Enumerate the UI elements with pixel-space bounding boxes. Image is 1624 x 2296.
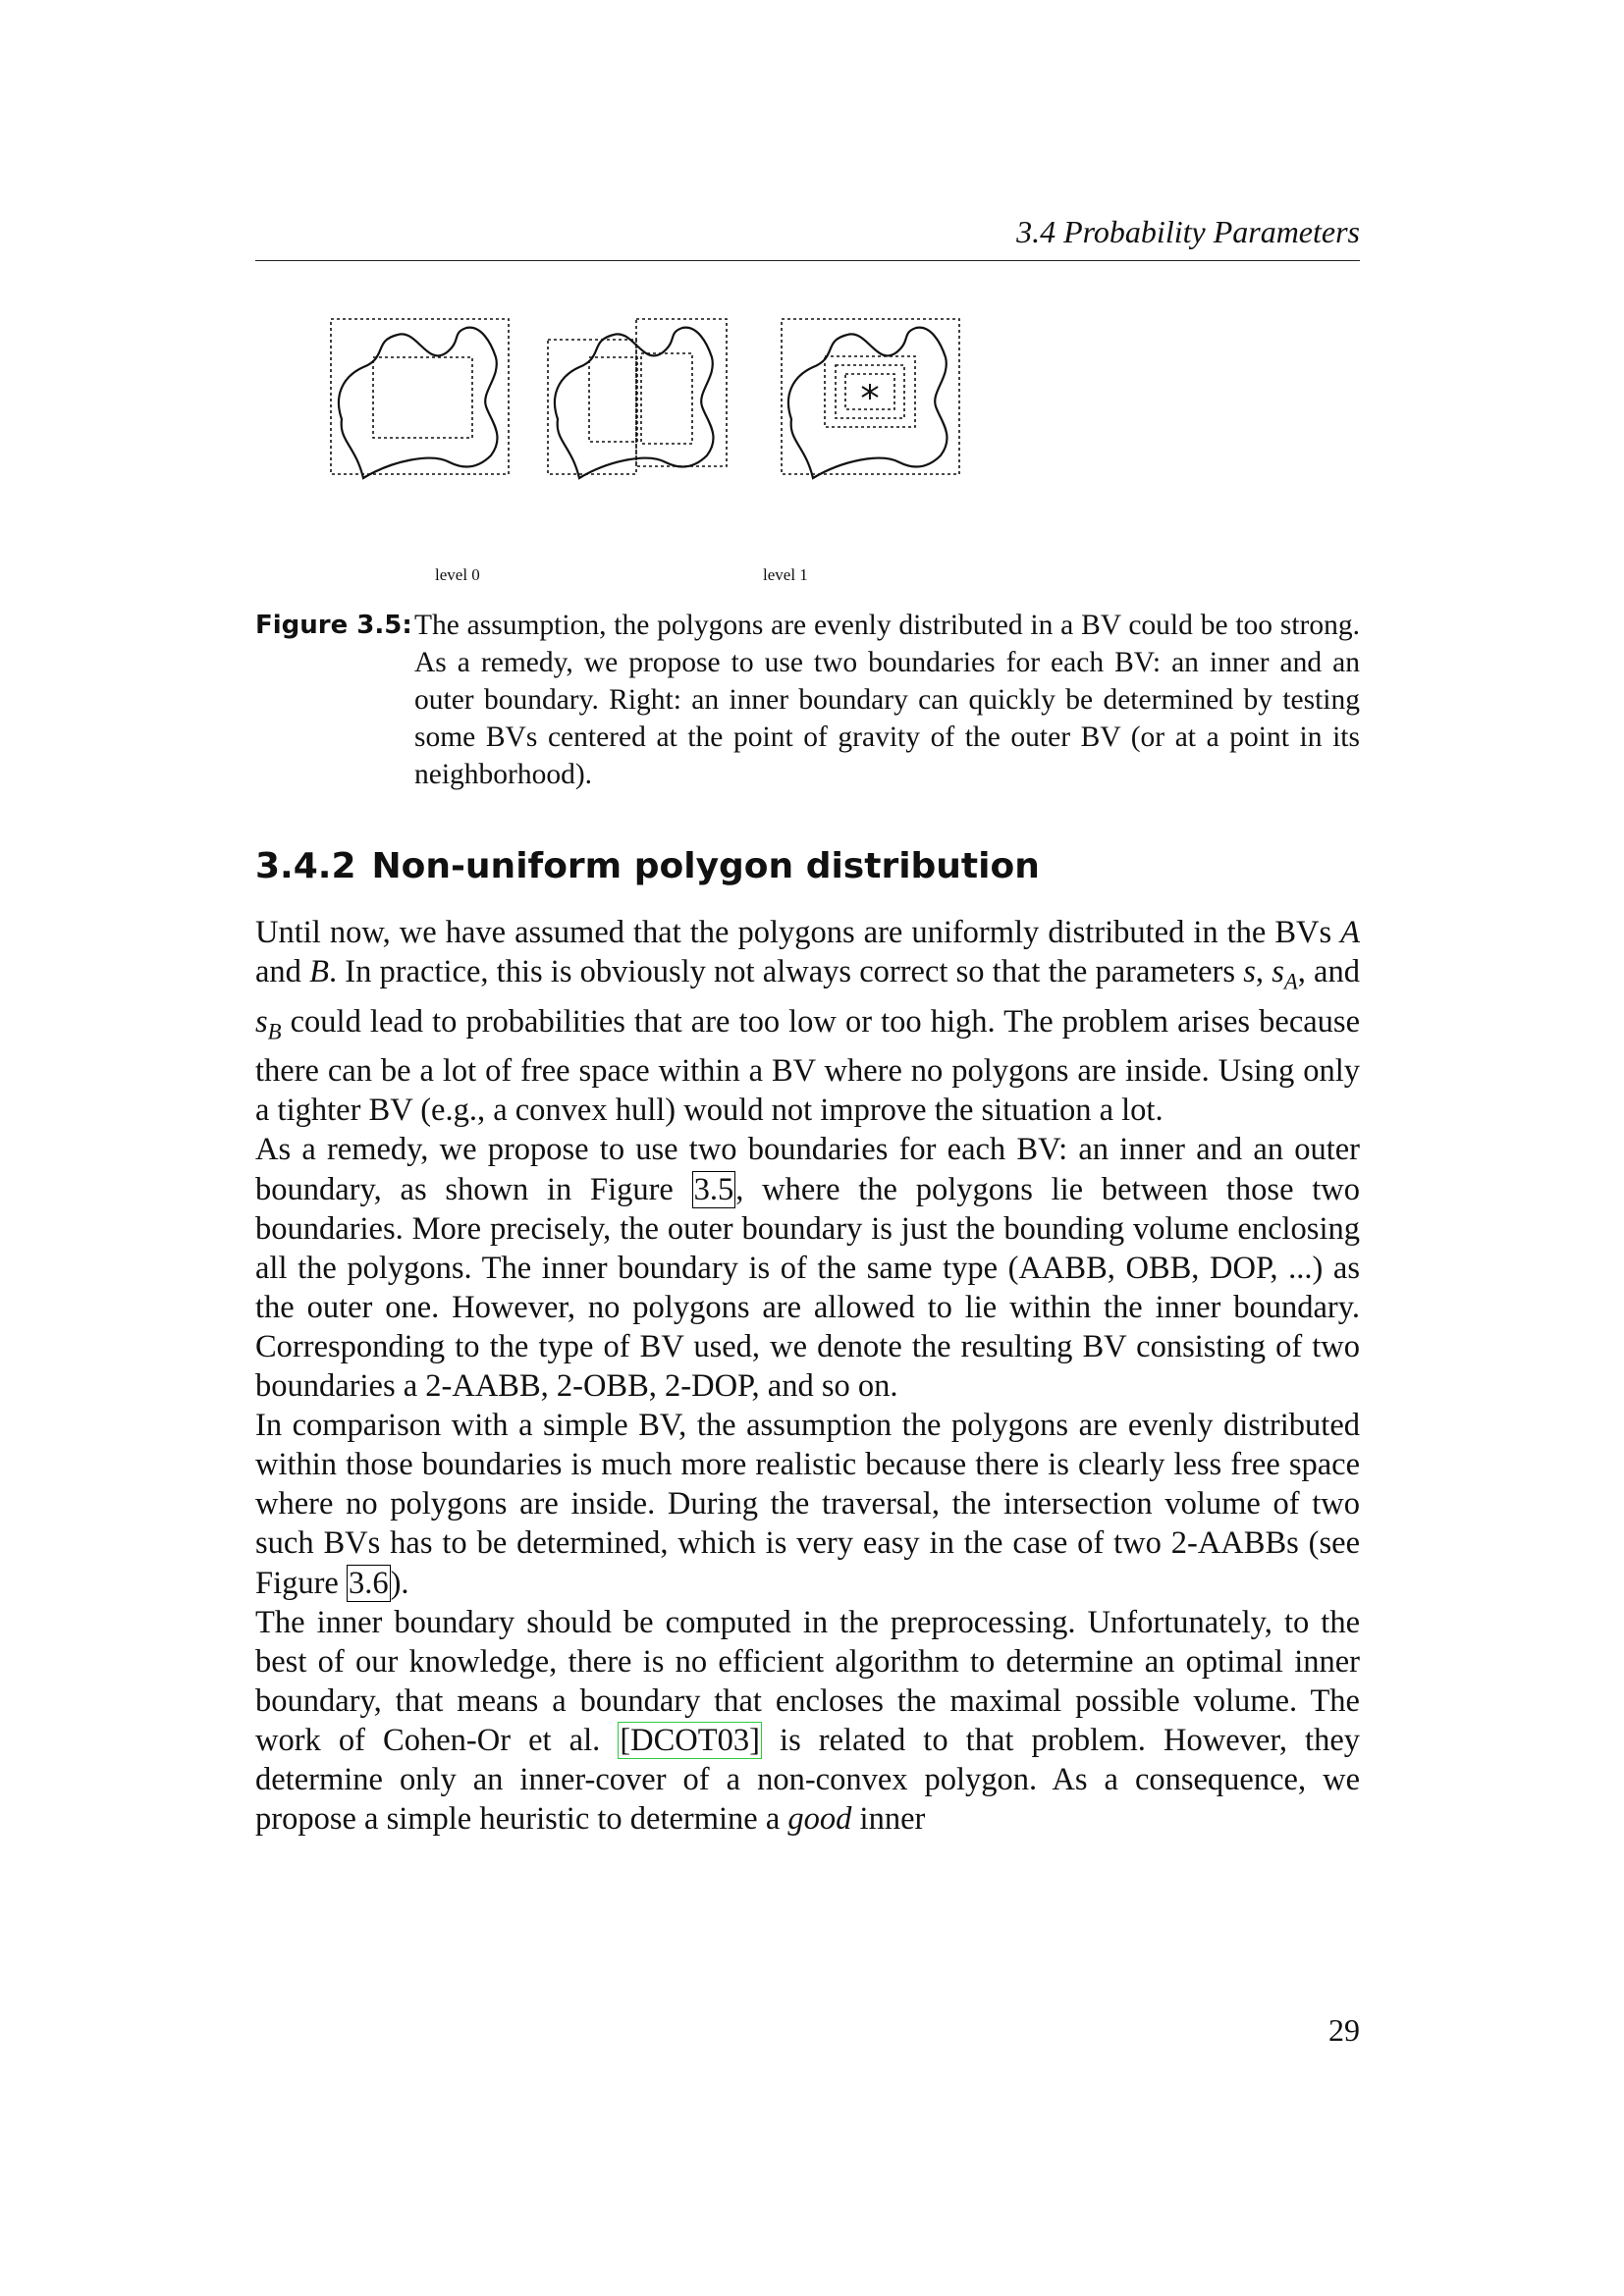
header-rule xyxy=(255,260,1360,261)
inner-boundary-right xyxy=(641,353,692,444)
paragraph-2: As a remedy, we propose to use two boundaries for each BV: an inner and an outer boundary, as shown in Figure 3.5, where the polygons lie between those two boundaries. More precisely, the outer boundary is just the bounding volume enclosing all the polygons. The inner boundary is of the same type (AABB, OBB, DOP, ...) as the outer one. However, no polygons are allowed to lie within the inner boundary. Corresponding to the type of BV used, we denote the resulting BV consisting of two boundaries a 2-AABB, 2-OBB, 2-DOP, and so on. xyxy=(255,1132,1360,1405)
paragraph-3: In comparison with a simple BV, the assumption the polygons are evenly distributed within those boundaries is much more realistic because there is clearly less free space where no polygons are inside. During the traversal, the intersection volume of two such BVs has to be determined, which is very easy in the case of two 2-AABBs (see Figure 3.6). xyxy=(255,1408,1360,1601)
body-text xyxy=(255,913,1360,1839)
page-number: 29 xyxy=(1328,2012,1360,2048)
figure-3-5 xyxy=(324,312,1286,597)
figure-label-level-0: level 0 xyxy=(435,565,480,584)
polygon-shape xyxy=(788,328,947,478)
diagram-nested-boundaries xyxy=(782,319,959,478)
section-heading xyxy=(255,846,1360,886)
paragraph-1: Until now, we have assumed that the polygons are uniformly distributed in the BVs A and B. In practice, this is obviously not always correct so that the parameters s, $s_A$, and $s_B$ could lead to probabilities that are too low or too high. The problem arises because there can be a lot of free space within a BV where no polygons are inside. Using only a tighter BV (e.g., a convex hull) would not improve the situation a lot. xyxy=(255,915,1360,1129)
section-number: 3.4.2 xyxy=(255,846,356,886)
diagram-level-0 xyxy=(331,319,509,478)
citation-link[interactable]: [DCOT03] xyxy=(620,1722,760,1758)
diagram-level-1 xyxy=(548,319,727,478)
inner-boundary xyxy=(373,357,472,438)
gravity-point-marker xyxy=(862,384,878,400)
polygon-shape xyxy=(555,328,714,478)
figure-3-5-diagram xyxy=(324,312,1286,597)
figure-ref-3-5[interactable]: 3.5 xyxy=(693,1171,734,1207)
outer-boundary xyxy=(331,319,509,474)
paragraph-4: The inner boundary should be computed in the preprocessing. Unfortunately, to the best of our knowledge, there is no efficient algorithm to determine an optimal inner boundary, that means a boundary that encloses the maximal possible volume. The work of Cohen-Or et al. [DCOT03] is related to that problem. However, they determine only an inner-cover of a non-convex polygon. As a consequence, we propose a simple heuristic to determine a good inner xyxy=(255,1604,1361,1838)
figure-caption xyxy=(255,607,1360,793)
figure-ref-3-6[interactable]: 3.6 xyxy=(348,1565,389,1601)
caption-label: Figure 3.5: xyxy=(255,611,412,640)
caption-text: The assumption, the polygons are evenly distributed in a BV could be too strong. As a remedy, we propose to use two boundaries for each BV: an inner and an outer boundary. Right: an inner boundary can quickly be determined by testing some BVs centered at the point of gravity of the outer BV (or at a point in its neighborhood). xyxy=(414,610,1360,790)
polygon-shape xyxy=(339,328,498,478)
figure-label-level-1: level 1 xyxy=(763,565,808,584)
section-title: Non-uniform polygon distribution xyxy=(371,846,1040,886)
running-header: 3.4 Probability Parameters xyxy=(1016,214,1360,249)
inner-boundary-left xyxy=(589,357,637,442)
